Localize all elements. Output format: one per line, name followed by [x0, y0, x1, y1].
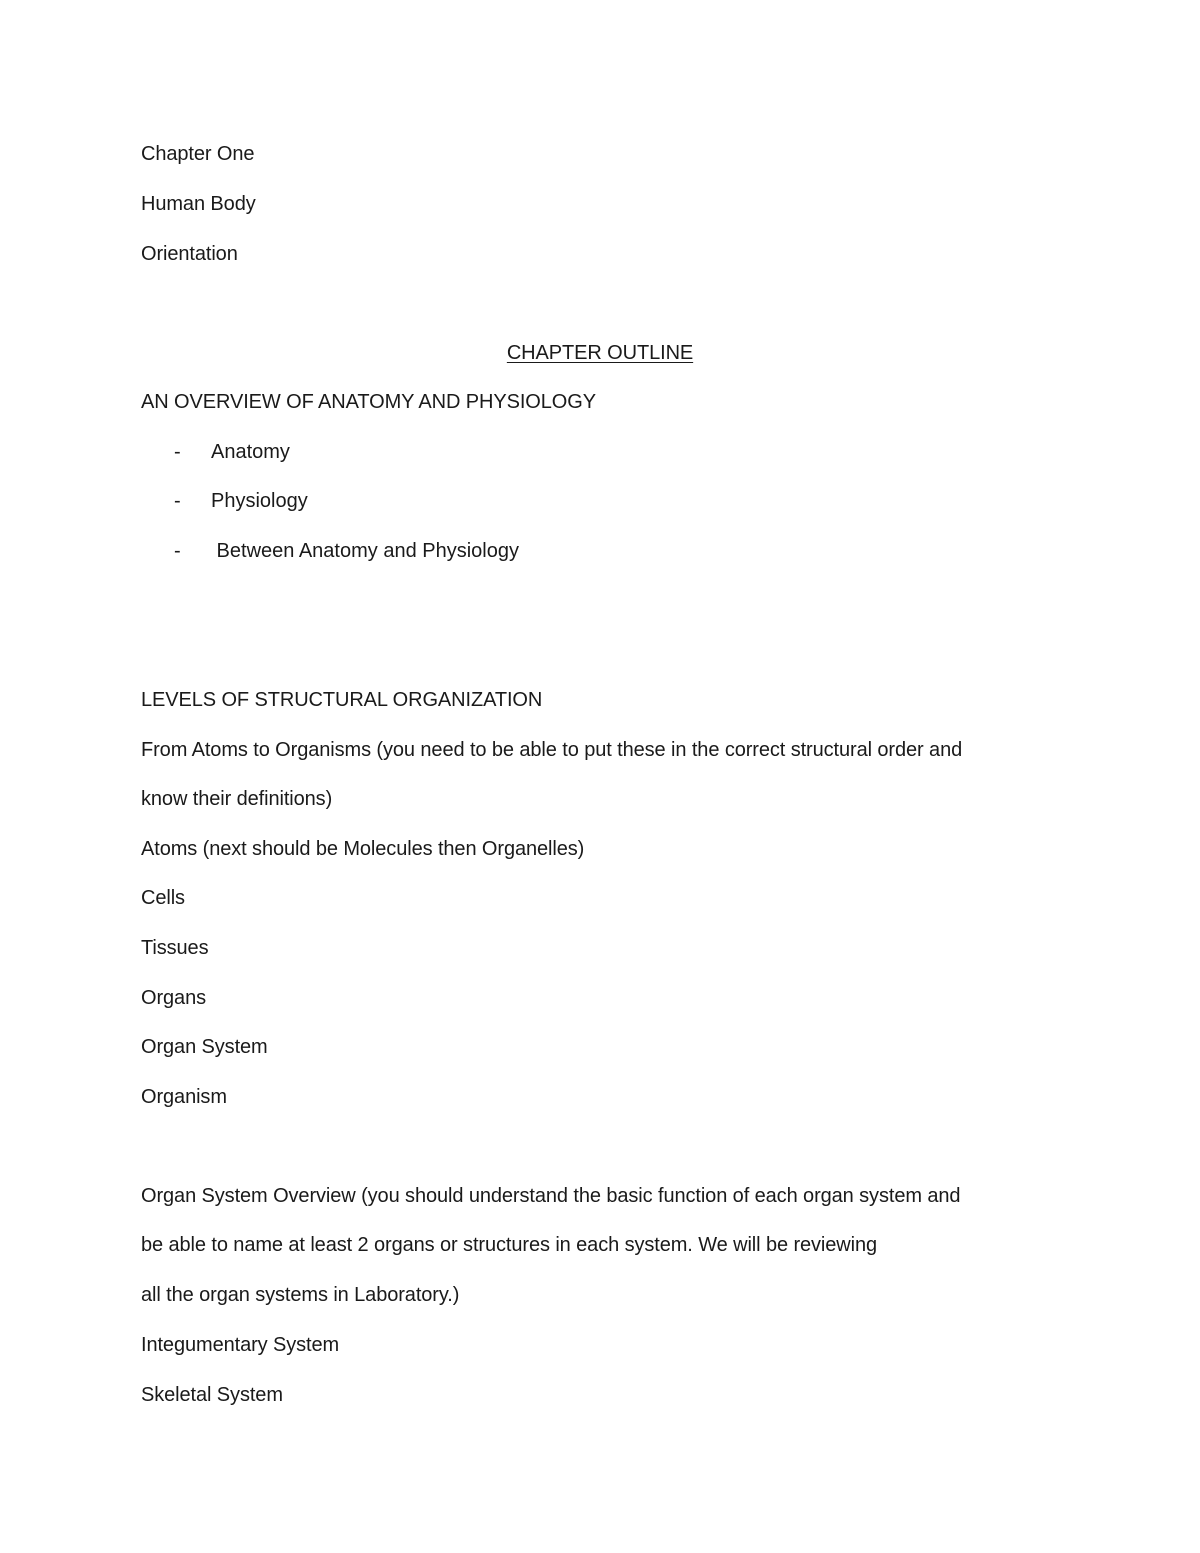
chapter-title-line1: Human Body [141, 193, 256, 215]
levels-intro-line: From Atoms to Organisms (you need to be able to put these in the correct structural order and [141, 739, 963, 761]
levels-intro-line: know their definitions) [141, 788, 333, 810]
overview-list-item [174, 539, 519, 563]
bullet-dash: - [174, 540, 181, 562]
level-item: Organism [141, 1086, 227, 1108]
overview-list-item [174, 489, 308, 513]
overview-item-label: Between Anatomy and Physiology [211, 540, 519, 562]
overview-heading: AN OVERVIEW OF ANATOMY AND PHYSIOLOGY [141, 391, 596, 413]
level-item: Organs [141, 987, 206, 1009]
system-item: Skeletal System [141, 1384, 283, 1406]
level-item: Atoms (next should be Molecules then Organelles) [141, 838, 585, 860]
systems-intro-line: be able to name at least 2 organs or structures in each system. We will be reviewing [141, 1234, 878, 1256]
level-item: Tissues [141, 937, 209, 959]
level-item: Organ System [141, 1036, 268, 1058]
outline-title: CHAPTER OUTLINE [506, 342, 694, 364]
systems-intro-line: Organ System Overview (you should understand the basic function of each organ system and [141, 1185, 961, 1207]
bullet-dash: - [174, 490, 181, 512]
bullet-dash: - [174, 441, 181, 463]
level-item: Cells [141, 887, 185, 909]
system-item: Integumentary System [141, 1334, 340, 1356]
systems-intro-line: all the organ systems in Laboratory.) [141, 1284, 460, 1306]
overview-item-label: Physiology [211, 490, 308, 512]
levels-heading: LEVELS OF STRUCTURAL ORGANIZATION [141, 689, 543, 711]
overview-item-label: Anatomy [211, 441, 290, 463]
chapter-number: Chapter One [141, 143, 255, 165]
overview-list-item [174, 440, 290, 464]
chapter-title-line2: Orientation [141, 243, 238, 265]
